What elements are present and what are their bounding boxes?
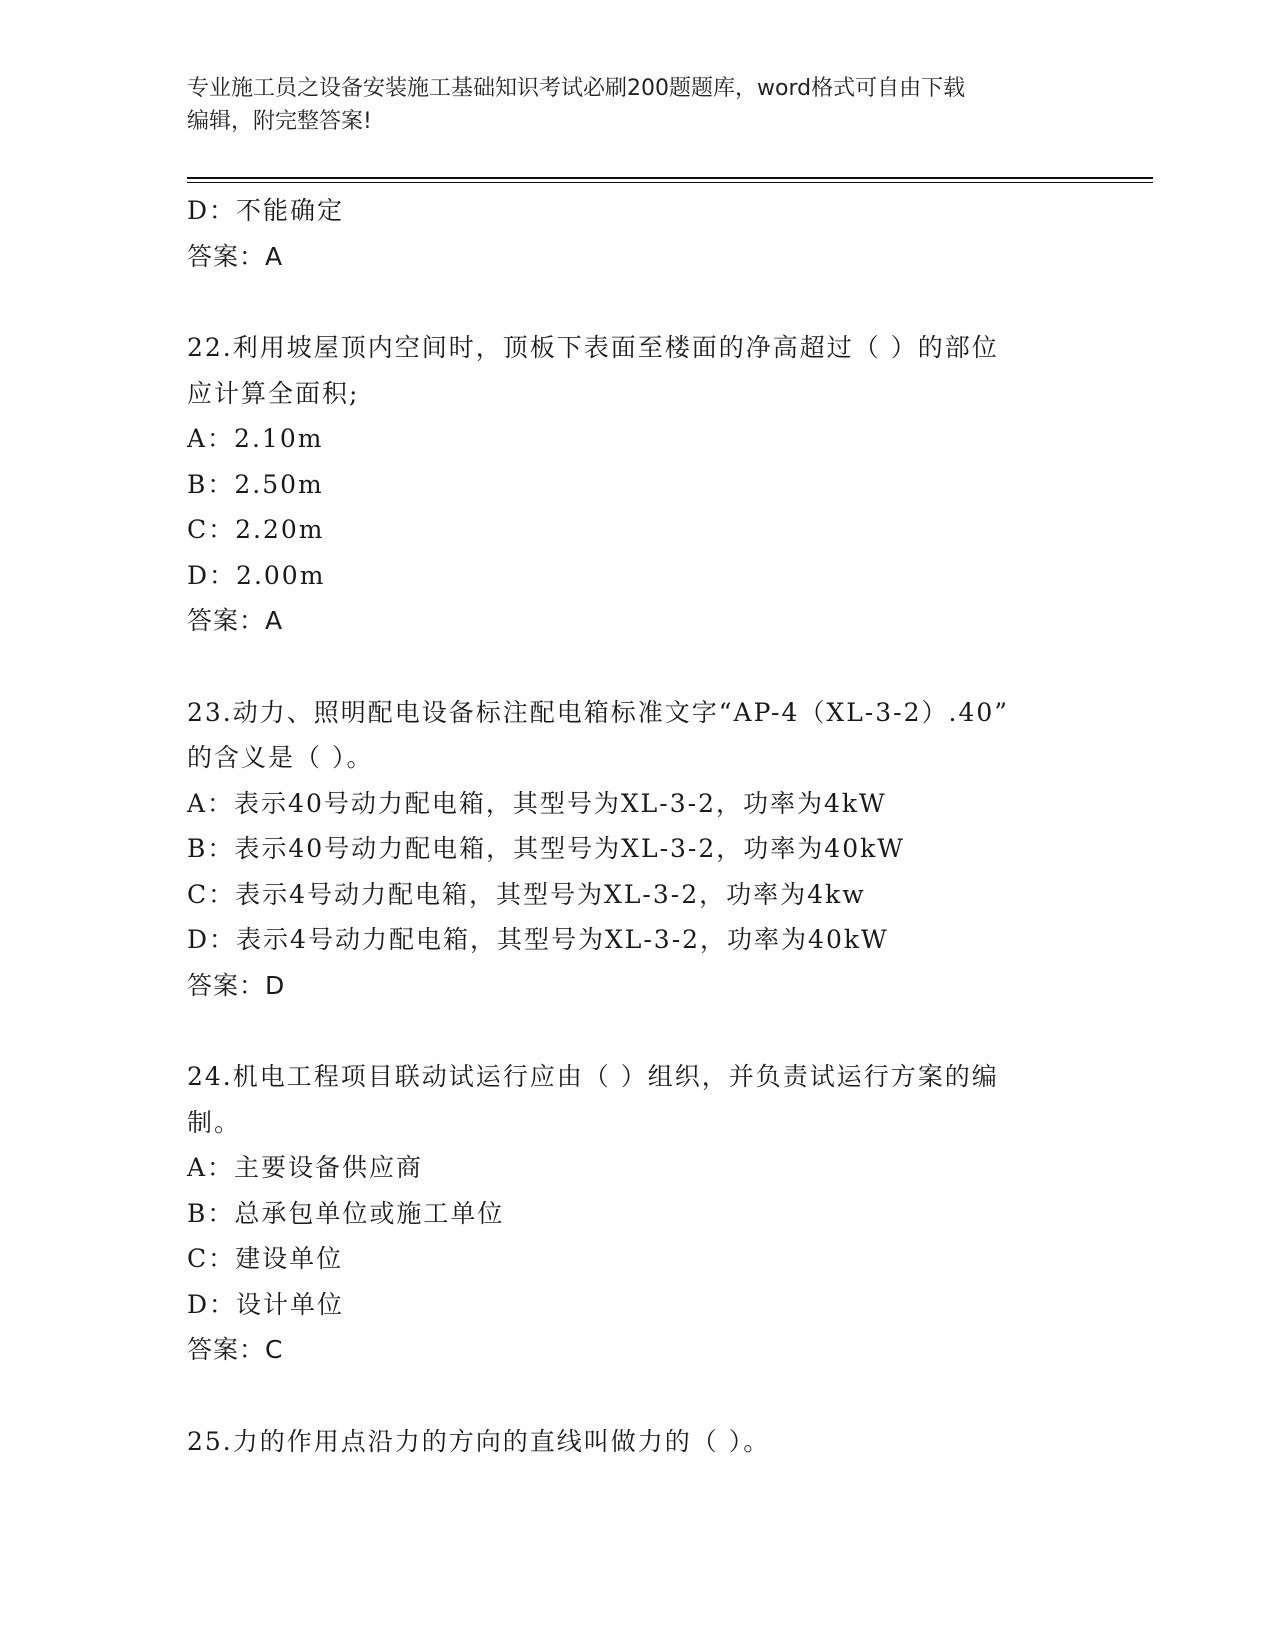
option-b: B：2.50m [187, 469, 324, 499]
option-d: D：不能确定 [187, 196, 345, 225]
question-content [187, 188, 1087, 1464]
answer-line: 答案：A [187, 241, 284, 271]
option-d: D：设计单位 [187, 1289, 345, 1319]
header-title-line-1: 专业施工员之设备安装施工基础知识考试必刷200题题库，word格式可自由下载 [187, 76, 966, 101]
question-text: 23.动力、照明配电设备标注配电箱标准文字“AP-4（XL-3-2）.40” [187, 697, 1010, 727]
question-block-25 [187, 1419, 1087, 1465]
option-b: B：表示40号动力配电箱，其型号为XL-3-2，功率为40kW [187, 834, 905, 863]
option-d: D：2.00m [187, 560, 326, 590]
option-a: A：主要设备供应商 [187, 1153, 424, 1182]
document-header [187, 72, 1067, 138]
question-text-continued: 应计算全面积; [187, 378, 360, 408]
block-spacer [187, 1373, 1087, 1419]
question-block-22 [187, 325, 1087, 644]
question-text: 25.力的作用点沿力的方向的直线叫做力的（ ）。 [187, 1426, 771, 1456]
header-title-line-2: 编辑，附完整答案! [187, 109, 372, 134]
block-spacer [187, 1008, 1087, 1054]
question-block-24 [187, 1054, 1087, 1373]
option-d: D：表示4号动力配电箱，其型号为XL-3-2，功率为40kW [187, 925, 889, 954]
block-spacer [187, 644, 1087, 690]
option-c: C：建设单位 [187, 1244, 344, 1273]
question-text-continued: 的含义是（ ）。 [187, 743, 374, 772]
question-block-23 [187, 690, 1087, 1009]
option-c: C：2.20m [187, 515, 325, 544]
question-block-21-tail [187, 188, 1087, 279]
answer-line: 答案：C [187, 1335, 284, 1364]
answer-line: 答案：A [187, 606, 284, 635]
block-spacer [187, 279, 1087, 325]
question-text: 24.机电工程项目联动试运行应由（ ）组织，并负责试运行方案的编 [187, 1062, 999, 1091]
question-text-continued: 制。 [187, 1107, 242, 1137]
option-b: B：总承包单位或施工单位 [187, 1198, 505, 1228]
answer-line: 答案：D [187, 970, 286, 1000]
option-a: A：2.10m [187, 424, 324, 453]
option-c: C：表示4号动力配电箱，其型号为XL-3-2，功率为4kw [187, 879, 866, 909]
header-divider-thin [187, 182, 1153, 183]
question-text: 22.利用坡屋顶内空间时，顶板下表面至楼面的净高超过（ ）的部位 [187, 333, 999, 362]
option-a: A：表示40号动力配电箱，其型号为XL-3-2，功率为4kW [187, 788, 887, 818]
header-divider-thick [187, 177, 1153, 179]
